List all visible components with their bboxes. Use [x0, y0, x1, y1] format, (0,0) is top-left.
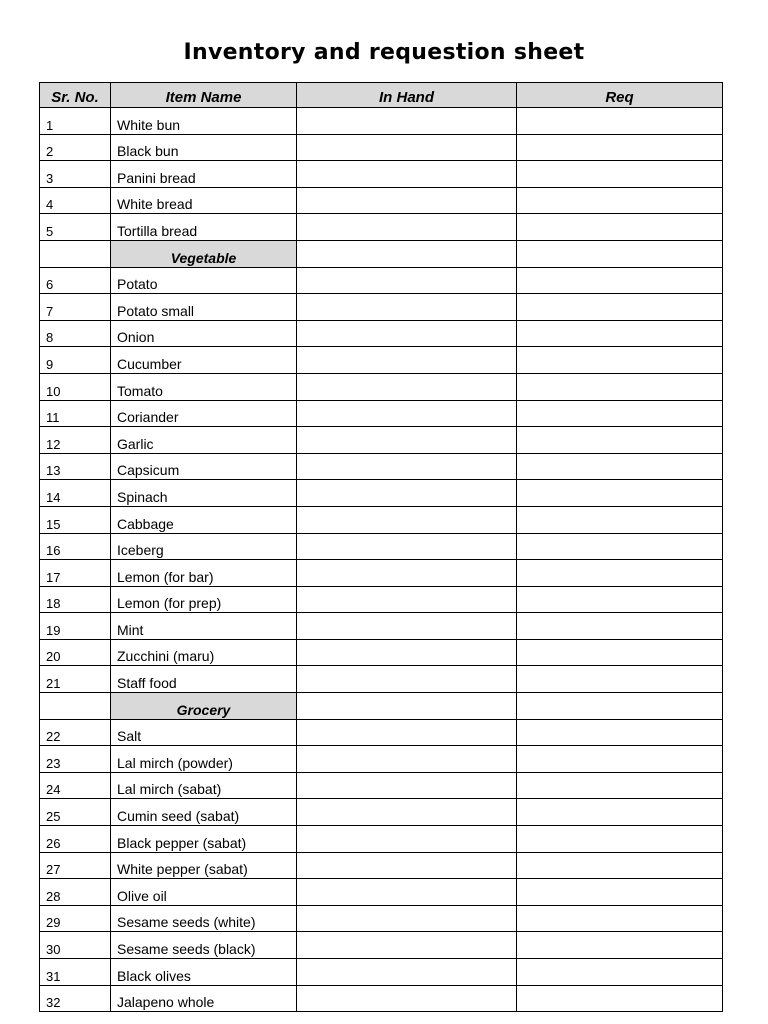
table-row [40, 799, 723, 826]
item-name-cell: Onion [111, 320, 297, 347]
req-cell[interactable] [517, 879, 723, 906]
in-hand-cell[interactable] [297, 480, 517, 507]
req-cell[interactable] [517, 905, 723, 932]
req-cell[interactable] [517, 347, 723, 374]
sr-no-cell: 30 [40, 932, 111, 959]
inventory-table [39, 82, 723, 1012]
in-hand-cell[interactable] [297, 267, 517, 294]
req-cell[interactable] [517, 108, 723, 135]
req-cell[interactable] [517, 294, 723, 321]
in-hand-cell[interactable] [297, 772, 517, 799]
item-name-cell: White bread [111, 187, 297, 214]
item-name-cell: Black pepper (sabat) [111, 826, 297, 853]
in-hand-cell[interactable] [297, 693, 517, 720]
table-row [40, 427, 723, 454]
item-name-cell: Jalapeno whole [111, 985, 297, 1012]
sr-no-cell: 12 [40, 427, 111, 454]
sr-no-cell [40, 693, 111, 720]
in-hand-cell[interactable] [297, 719, 517, 746]
sr-no-cell: 31 [40, 959, 111, 986]
in-hand-cell[interactable] [297, 161, 517, 188]
table-row [40, 959, 723, 986]
in-hand-cell[interactable] [297, 533, 517, 560]
in-hand-cell[interactable] [297, 134, 517, 161]
sr-no-cell: 11 [40, 400, 111, 427]
item-name-cell: Lal mirch (sabat) [111, 772, 297, 799]
req-cell[interactable] [517, 746, 723, 773]
in-hand-cell[interactable] [297, 852, 517, 879]
item-name-cell: Iceberg [111, 533, 297, 560]
sr-no-cell: 2 [40, 134, 111, 161]
category-heading: Grocery [111, 693, 297, 720]
item-name-cell: White pepper (sabat) [111, 852, 297, 879]
sr-no-cell: 22 [40, 719, 111, 746]
table-row [40, 214, 723, 241]
req-cell[interactable] [517, 613, 723, 640]
in-hand-cell[interactable] [297, 586, 517, 613]
table-row [40, 108, 723, 135]
sr-no-cell: 13 [40, 453, 111, 480]
req-cell[interactable] [517, 852, 723, 879]
table-row [40, 852, 723, 879]
item-name-cell: White bun [111, 108, 297, 135]
req-cell[interactable] [517, 959, 723, 986]
in-hand-cell[interactable] [297, 400, 517, 427]
table-row [40, 772, 723, 799]
in-hand-cell[interactable] [297, 108, 517, 135]
sr-no-cell: 3 [40, 161, 111, 188]
table-row [40, 480, 723, 507]
sr-no-cell: 26 [40, 826, 111, 853]
table-row [40, 267, 723, 294]
in-hand-cell[interactable] [297, 879, 517, 906]
req-cell[interactable] [517, 267, 723, 294]
sr-no-cell: 18 [40, 586, 111, 613]
sr-no-cell: 6 [40, 267, 111, 294]
table-body [40, 108, 723, 1012]
in-hand-cell[interactable] [297, 506, 517, 533]
in-hand-cell[interactable] [297, 453, 517, 480]
in-hand-cell[interactable] [297, 959, 517, 986]
req-cell[interactable] [517, 134, 723, 161]
category-row [40, 240, 723, 267]
page-title: Inventory and requestion sheet [183, 40, 585, 65]
req-cell[interactable] [517, 320, 723, 347]
req-cell[interactable] [517, 985, 723, 1012]
item-name-cell: Potato small [111, 294, 297, 321]
table-row [40, 453, 723, 480]
table-row [40, 560, 723, 587]
item-name-cell: Black olives [111, 959, 297, 986]
req-cell[interactable] [517, 480, 723, 507]
in-hand-cell[interactable] [297, 214, 517, 241]
in-hand-cell[interactable] [297, 905, 517, 932]
req-cell[interactable] [517, 187, 723, 214]
req-cell[interactable] [517, 772, 723, 799]
table-row [40, 373, 723, 400]
in-hand-cell[interactable] [297, 560, 517, 587]
item-name-cell: Cumin seed (sabat) [111, 799, 297, 826]
req-cell[interactable] [517, 373, 723, 400]
item-name-cell: Cabbage [111, 506, 297, 533]
item-name-cell: Staff food [111, 666, 297, 693]
item-name-cell: Panini bread [111, 161, 297, 188]
sr-no-cell: 16 [40, 533, 111, 560]
item-name-cell: Tortilla bread [111, 214, 297, 241]
item-name-cell: Olive oil [111, 879, 297, 906]
table-row [40, 320, 723, 347]
table-row [40, 985, 723, 1012]
req-cell[interactable] [517, 427, 723, 454]
table-row [40, 639, 723, 666]
in-hand-cell[interactable] [297, 240, 517, 267]
item-name-cell: Lal mirch (powder) [111, 746, 297, 773]
table-header-row [40, 83, 723, 108]
table-row [40, 666, 723, 693]
item-name-cell: Tomato [111, 373, 297, 400]
req-cell[interactable] [517, 161, 723, 188]
in-hand-cell[interactable] [297, 320, 517, 347]
in-hand-cell[interactable] [297, 799, 517, 826]
item-name-cell: Black bun [111, 134, 297, 161]
sr-no-cell: 14 [40, 480, 111, 507]
category-row [40, 693, 723, 720]
table-row [40, 347, 723, 374]
sr-no-cell: 10 [40, 373, 111, 400]
item-name-cell: Sesame seeds (black) [111, 932, 297, 959]
table-row [40, 161, 723, 188]
in-hand-cell[interactable] [297, 427, 517, 454]
in-hand-cell[interactable] [297, 187, 517, 214]
in-hand-cell[interactable] [297, 985, 517, 1012]
req-cell[interactable] [517, 666, 723, 693]
req-cell[interactable] [517, 639, 723, 666]
item-name-cell: Garlic [111, 427, 297, 454]
req-cell[interactable] [517, 533, 723, 560]
table-row [40, 746, 723, 773]
req-cell[interactable] [517, 586, 723, 613]
sr-no-cell: 19 [40, 613, 111, 640]
sr-no-cell: 29 [40, 905, 111, 932]
req-cell[interactable] [517, 453, 723, 480]
table-row [40, 533, 723, 560]
table-row [40, 719, 723, 746]
sr-no-cell: 24 [40, 772, 111, 799]
table-row [40, 905, 723, 932]
table-row [40, 400, 723, 427]
item-name-cell: Coriander [111, 400, 297, 427]
category-heading: Vegetable [111, 240, 297, 267]
sr-no-cell: 15 [40, 506, 111, 533]
column-header-in-hand: In Hand [297, 83, 517, 108]
sr-no-cell: 23 [40, 746, 111, 773]
sr-no-cell: 7 [40, 294, 111, 321]
table-row [40, 826, 723, 853]
sr-no-cell: 4 [40, 187, 111, 214]
req-cell[interactable] [517, 560, 723, 587]
in-hand-cell[interactable] [297, 666, 517, 693]
sr-no-cell: 20 [40, 639, 111, 666]
req-cell[interactable] [517, 719, 723, 746]
item-name-cell: Mint [111, 613, 297, 640]
column-header-sr-no: Sr. No. [40, 83, 111, 108]
sr-no-cell: 1 [40, 108, 111, 135]
item-name-cell: Lemon (for bar) [111, 560, 297, 587]
table-row [40, 932, 723, 959]
in-hand-cell[interactable] [297, 639, 517, 666]
item-name-cell: Zucchini (maru) [111, 639, 297, 666]
table-row [40, 879, 723, 906]
table-row [40, 187, 723, 214]
table-row [40, 294, 723, 321]
req-cell[interactable] [517, 932, 723, 959]
sr-no-cell: 27 [40, 852, 111, 879]
in-hand-cell[interactable] [297, 613, 517, 640]
sr-no-cell [40, 240, 111, 267]
req-cell[interactable] [517, 826, 723, 853]
item-name-cell: Sesame seeds (white) [111, 905, 297, 932]
in-hand-cell[interactable] [297, 373, 517, 400]
req-cell[interactable] [517, 506, 723, 533]
table-row [40, 613, 723, 640]
table-row [40, 586, 723, 613]
item-name-cell: Salt [111, 719, 297, 746]
item-name-cell: Cucumber [111, 347, 297, 374]
sr-no-cell: 8 [40, 320, 111, 347]
req-cell[interactable] [517, 693, 723, 720]
item-name-cell: Lemon (for prep) [111, 586, 297, 613]
sr-no-cell: 9 [40, 347, 111, 374]
table-row [40, 134, 723, 161]
in-hand-cell[interactable] [297, 294, 517, 321]
in-hand-cell[interactable] [297, 347, 517, 374]
sr-no-cell: 21 [40, 666, 111, 693]
item-name-cell: Capsicum [111, 453, 297, 480]
column-header-req: Req [517, 83, 723, 108]
sr-no-cell: 28 [40, 879, 111, 906]
sr-no-cell: 32 [40, 985, 111, 1012]
req-cell[interactable] [517, 214, 723, 241]
column-header-item-name: Item Name [111, 83, 297, 108]
in-hand-cell[interactable] [297, 746, 517, 773]
req-cell[interactable] [517, 400, 723, 427]
table-row [40, 506, 723, 533]
req-cell[interactable] [517, 240, 723, 267]
sr-no-cell: 25 [40, 799, 111, 826]
sr-no-cell: 17 [40, 560, 111, 587]
item-name-cell: Spinach [111, 480, 297, 507]
sr-no-cell: 5 [40, 214, 111, 241]
in-hand-cell[interactable] [297, 932, 517, 959]
req-cell[interactable] [517, 799, 723, 826]
in-hand-cell[interactable] [297, 826, 517, 853]
item-name-cell: Potato [111, 267, 297, 294]
